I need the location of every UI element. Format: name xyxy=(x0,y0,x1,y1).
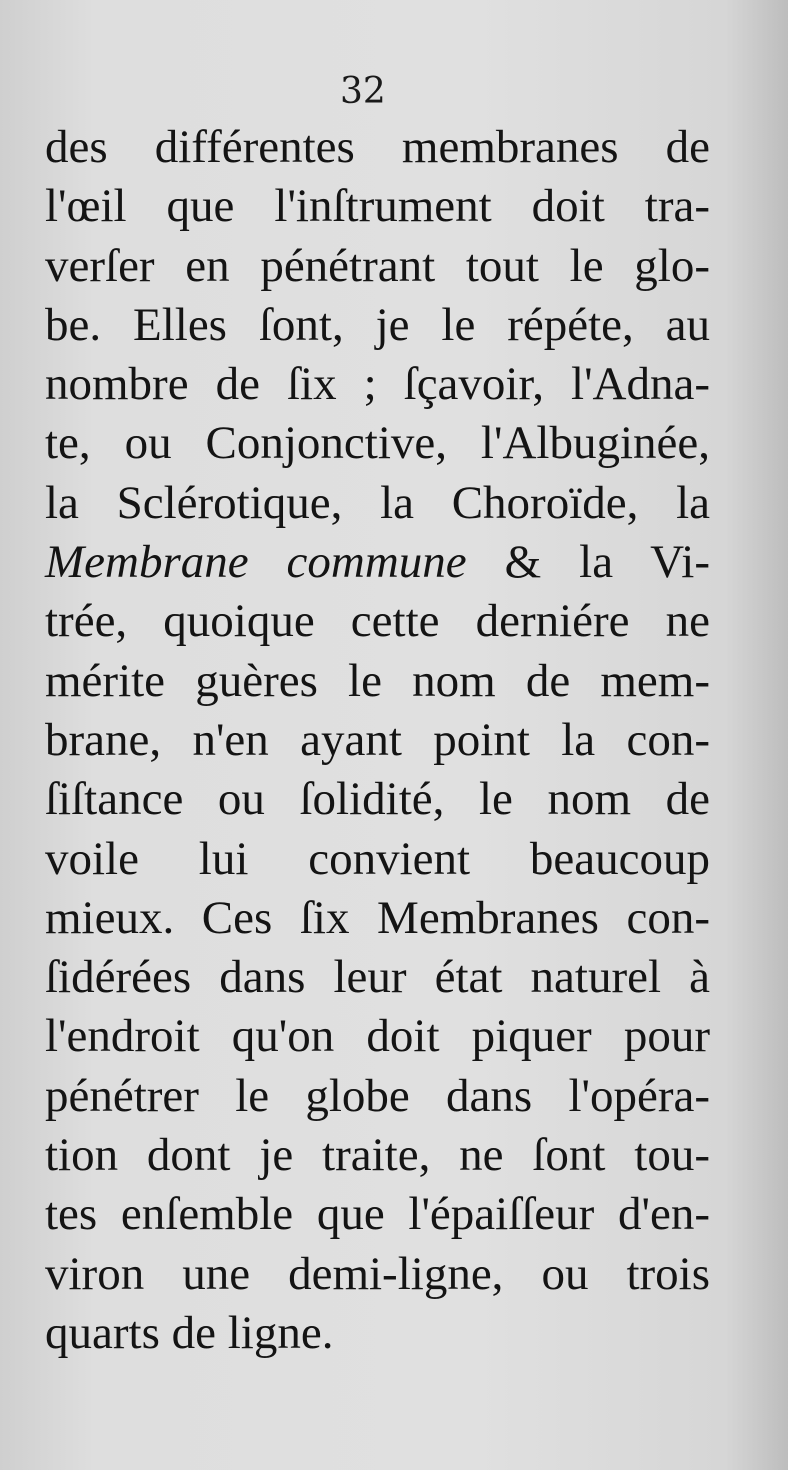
text-line: mérite guères le nom de mem- xyxy=(45,654,710,707)
body-text xyxy=(45,118,710,1363)
text-line: brane, n'en ayant point la con- xyxy=(45,713,710,766)
text-line: viron une demi-ligne, ou trois xyxy=(45,1247,710,1300)
italic-line-rest: & la Vi- xyxy=(466,536,710,589)
text-line: ſiſtance ou ſolidité, le nom de xyxy=(45,773,710,826)
text-line: be. Elles ſont, je le répéte, au xyxy=(45,298,710,351)
page-edge xyxy=(788,0,800,1470)
text-line: ſidérées dans leur état naturel à xyxy=(45,951,710,1004)
text-line: te, ou Conjonctive, l'Albuginée, xyxy=(45,417,710,470)
text-line-last: quarts de ligne. xyxy=(45,1306,334,1359)
text-line: tes enſemble que l'épaiſſeur d'en- xyxy=(45,1188,710,1241)
text-line: nombre de ſix ; ſçavoir, l'Adna- xyxy=(45,358,710,411)
text-line: trée, quoique cette derniére ne xyxy=(45,595,710,648)
text-line: des différentes membranes de xyxy=(45,121,710,173)
italic-term: Membrane commune xyxy=(45,536,467,589)
text-line: pénétrer le globe dans l'opéra- xyxy=(45,1069,710,1122)
text-line: mieux. Ces ſix Membranes con- xyxy=(45,891,710,944)
text-line: voile lui convient beaucoup xyxy=(45,832,710,885)
page-number: 32 xyxy=(340,71,386,112)
text-line: verſer en pénétrant tout le glo- xyxy=(45,239,710,292)
text-line: la Sclérotique, la Choroïde, la xyxy=(45,476,710,529)
text-line: l'endroit qu'on doit piquer pour xyxy=(45,1010,710,1063)
text-line-italic xyxy=(45,533,710,592)
text-line: l'œil que l'inſtrument doit tra- xyxy=(45,180,710,233)
text-line: tion dont je traite, ne ſont tou- xyxy=(45,1129,710,1182)
